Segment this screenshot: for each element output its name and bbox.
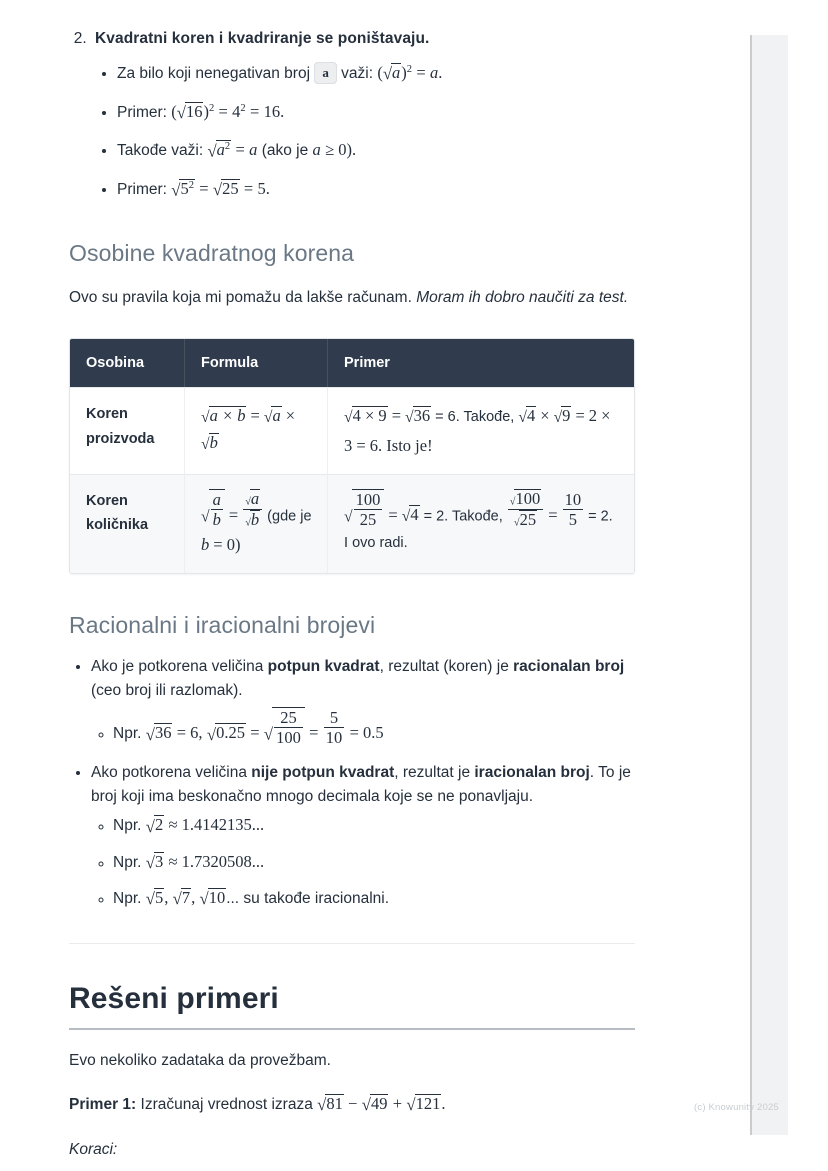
radical-3: √3 — [145, 851, 164, 872]
cell-formula — [185, 387, 328, 474]
math-result: 16. — [263, 101, 285, 121]
radicand: a — [216, 140, 225, 160]
radical-4x9: √4 × 9 — [344, 406, 387, 427]
numerator: 25 — [280, 708, 297, 728]
radical-25-over-100: √ $\frac{25}{100}$ — [264, 707, 305, 747]
bullet-text-pre: Ako je potkorena veličina — [91, 658, 264, 676]
example-label: Primer: — [117, 103, 167, 121]
math-period: . — [438, 63, 443, 82]
radical-25: √25 — [513, 509, 537, 529]
fraction-of-radicals — [508, 489, 543, 529]
radicand: 121 — [415, 1094, 441, 1114]
radical-4: √4 — [518, 406, 536, 427]
numbered-list — [69, 30, 635, 202]
radicand: 36 — [154, 723, 172, 743]
radical-49: √49 — [361, 1094, 388, 1115]
math-equals: = — [235, 140, 245, 160]
radical-a-squared: $√a^2$ — [207, 140, 231, 161]
math-equals-3: = — [309, 723, 319, 743]
radical-b: √b — [245, 509, 260, 529]
list-item — [113, 813, 635, 838]
bullet-period: . — [589, 764, 595, 782]
radicand: 4 × 9 — [352, 406, 387, 426]
table-header-row — [70, 339, 634, 387]
inline-code-a: a — [314, 62, 337, 84]
math-comma-1: , — [164, 887, 169, 907]
bullet-text-pre: Za bilo koji nenegativan broj — [117, 65, 311, 82]
radical-100-over-25: √ $\frac{100}{25}$ — [344, 489, 384, 531]
note-var: b — [201, 535, 210, 555]
math-tail: 2 × 3 = 6. Isto je! — [344, 406, 611, 455]
radical-ab: √a × b — [201, 406, 246, 427]
primer-1-line — [69, 1091, 635, 1118]
radicand: 7 — [181, 887, 191, 907]
bullet-bold-2: iracionalan broj — [474, 764, 590, 782]
rule-label: Takođe važi: — [117, 142, 204, 160]
math-equals-2: = — [243, 179, 254, 199]
math-equals-1: = — [218, 101, 228, 121]
math-text-1: = 2. Takođe, — [423, 508, 503, 525]
example-label: Npr. — [113, 817, 142, 835]
radicand: a — [392, 63, 401, 82]
examples-intro: Evo nekoliko zadataka da provežbam. — [69, 1052, 331, 1070]
radical-121: √121 — [406, 1094, 441, 1115]
radicand-group — [209, 489, 225, 529]
condition-relation: ≥ 0). — [325, 140, 357, 160]
math-comma-2: , — [191, 887, 196, 907]
example-label: Npr. — [113, 725, 142, 743]
math-plus: + — [392, 1094, 403, 1114]
numbered-item-title: Kvadratni koren i kvadriranje se poništavaju. — [95, 30, 430, 47]
radical-a: √a — [382, 63, 401, 84]
radical-4: √4 — [401, 505, 419, 526]
radicand: 25 — [222, 179, 239, 199]
document-content — [69, 30, 635, 1162]
numerator: 5 — [329, 708, 339, 728]
koraci-text: Koraci: — [69, 1140, 118, 1158]
numerator — [508, 489, 543, 509]
radical-9: √9 — [553, 406, 571, 427]
fraction — [211, 490, 223, 529]
numerator: 100 — [355, 489, 381, 509]
radical-a-over-b: √ $\frac{a}{b}$ — [201, 489, 225, 531]
numerator — [243, 489, 262, 509]
radicand: 10 — [208, 887, 226, 907]
table-body — [70, 387, 634, 573]
exponent: 2 — [240, 102, 246, 114]
table-row — [70, 387, 634, 474]
denominator — [508, 509, 543, 530]
radical-a: √a — [245, 489, 260, 509]
bullet-text-mid: , rezultat (koren) je — [379, 658, 509, 676]
bullet-text-pre: Ako potkorena veličina — [91, 764, 247, 782]
paragraph-italic-text: Moram ih dobro naučiti za test. — [416, 288, 629, 306]
denominator: 5 — [563, 509, 584, 529]
radicand: 36 — [413, 406, 431, 426]
numerator: a — [212, 489, 221, 509]
radicand: 9 — [562, 406, 571, 426]
math-minus: − — [348, 1094, 358, 1114]
math-period: . — [441, 1094, 446, 1114]
radical-5: √5 — [145, 887, 164, 909]
bullet-text-mid: , rezultat je — [394, 764, 471, 782]
cell-example — [328, 474, 634, 573]
rule-bullet-list — [95, 62, 635, 202]
denominator: 100 — [276, 728, 301, 748]
math-result: = 0.5 — [349, 723, 384, 743]
numerator: 10 — [564, 489, 582, 509]
math-result: a — [249, 140, 258, 160]
math-times: × — [540, 406, 550, 426]
radicand: 2 — [154, 815, 164, 835]
radicand: 4 — [410, 505, 419, 525]
radicand-group — [216, 140, 232, 160]
radical-7: √7 — [172, 887, 191, 909]
math-text-2: = 2. I — [344, 508, 613, 552]
radical-36: √36 — [405, 406, 431, 427]
list-item — [117, 62, 635, 86]
radical-25: √25 — [212, 179, 239, 200]
math-equals: = — [250, 406, 260, 426]
math-equals-1: = — [388, 505, 398, 525]
radicand-group — [179, 179, 195, 199]
note-open: (gde je — [267, 508, 312, 525]
column-header-formula: Formula — [185, 339, 328, 387]
cell-property-name: Koren proizvoda — [70, 387, 185, 474]
radicand: 100 — [515, 489, 541, 509]
exponent: 2 — [208, 102, 215, 114]
math-approx-value: ≈ 1.7320508... — [168, 851, 265, 871]
math-paren-close: ) — [401, 63, 407, 82]
list-item — [91, 655, 635, 747]
math-equals-1: = 6, — [176, 723, 203, 743]
math-result: 5. — [257, 179, 270, 199]
denominator: 25 — [354, 509, 383, 529]
denominator — [243, 509, 262, 530]
math-text-1: = 6. Takođe, — [435, 409, 515, 426]
table-head — [70, 339, 634, 387]
math-equals-1: = — [391, 406, 401, 426]
math-equals: = — [228, 505, 239, 525]
copyright-watermark: (c) Knowunity 2025 — [694, 1102, 779, 1113]
math-equals: = — [416, 63, 426, 82]
primer-text: Izračunaj vrednost izraza — [140, 1096, 313, 1114]
math-equals-2: = — [548, 505, 558, 525]
bullet-text-tail: (ceo broj ili razlomak). — [91, 682, 243, 700]
radicand-group — [272, 707, 305, 747]
math-equals-2: = — [249, 101, 260, 121]
exponent: 2 — [224, 141, 231, 153]
table-row — [70, 474, 634, 573]
list-item — [113, 850, 635, 875]
list-item — [117, 178, 635, 202]
radicand: 5 — [154, 887, 164, 907]
section-heading-properties: Osobine kvadratnog korena — [69, 239, 355, 266]
rational-sub-list — [91, 707, 635, 747]
radicand: a — [272, 406, 281, 426]
radicand: a — [250, 489, 260, 509]
radical-5-squared: $√5^2$ — [171, 179, 194, 200]
radicand: 25 — [519, 509, 537, 529]
math-equals-1: = — [199, 179, 209, 199]
spacer — [69, 944, 635, 982]
example-label: Primer: — [117, 181, 167, 199]
koraci-label — [69, 1137, 635, 1162]
radicand: 16 — [185, 101, 203, 121]
radicand: 3 — [154, 851, 164, 871]
math-equals-2: = — [250, 723, 260, 743]
math-value: 4 — [232, 101, 241, 121]
list-item — [117, 139, 635, 163]
radicand: 5 — [180, 179, 189, 199]
radical-a: √a — [263, 406, 281, 427]
radical-b: √b — [201, 432, 218, 453]
radical-81: √81 — [317, 1094, 343, 1115]
rational-bullet-list — [69, 655, 635, 911]
fraction-of-radicals — [243, 489, 262, 529]
example-label: Npr. — [113, 853, 142, 871]
math-equals-2: = — [575, 406, 585, 426]
radical-10: √10 — [199, 887, 226, 909]
exponent: 2 — [188, 180, 194, 192]
bullet-bold-1: potpun kvadrat — [267, 658, 380, 676]
example-label: Npr. — [113, 889, 142, 907]
column-header-osobina: Osobina — [70, 339, 185, 387]
exponent: 2 — [406, 63, 413, 75]
cell-example — [328, 387, 634, 474]
radicand: b — [250, 509, 260, 529]
bullet-line-2: To je broj koji ima beskonačno mnogo decimala koje se ne ponavljaju. — [91, 764, 631, 806]
column-header-primer: Primer — [328, 339, 634, 387]
section-heading-examples: Rešeni primeri — [69, 982, 635, 1030]
denominator: 10 — [325, 728, 343, 748]
cell-property-name: Koren količnika — [70, 474, 185, 573]
radicand: 81 — [326, 1094, 343, 1114]
condition-var: a — [312, 140, 321, 160]
denominator: b — [212, 509, 221, 529]
radicand-group — [352, 489, 385, 529]
condition-open: (ako je — [261, 142, 309, 160]
math-tail: ovo radi. — [352, 535, 408, 552]
radicand: 4 — [526, 406, 536, 426]
list-item — [113, 707, 635, 747]
properties-paragraph — [69, 285, 635, 310]
radicand: 49 — [370, 1094, 388, 1114]
radical-100: √100 — [509, 489, 541, 509]
radicand: a × b — [209, 406, 246, 426]
list-item — [91, 761, 635, 911]
irrational-sub-list — [91, 813, 635, 911]
bullet-text-mid: važi: — [341, 65, 374, 82]
primer-label: Primer 1: — [69, 1096, 137, 1114]
vertical-scrollbar[interactable] — [750, 35, 788, 1135]
radicand: 0.25 — [216, 723, 245, 743]
radical-2: √2 — [145, 815, 164, 836]
fraction — [354, 490, 383, 529]
radicand: b — [209, 432, 218, 452]
fraction-5-over-10 — [324, 708, 345, 747]
radical-36: √36 — [145, 723, 172, 744]
bullet-bold-2: racionalan broj — [513, 658, 625, 676]
list-item — [113, 886, 635, 911]
list-item — [91, 30, 635, 202]
radical-0-25: √0.25 — [206, 723, 245, 744]
cell-formula — [185, 474, 328, 573]
properties-table-wrap — [69, 338, 635, 574]
paragraph-plain-text: Ovo su pravila koja mi pomažu da lakše računam. — [69, 288, 412, 306]
math-result: a — [429, 63, 439, 82]
section-heading-rational: Racionalni i iracionalni brojevi — [69, 612, 376, 639]
radical-16: √16 — [176, 101, 203, 122]
math-paren-open: ( — [377, 63, 383, 82]
fraction-10-over-5 — [563, 490, 584, 529]
properties-table — [69, 338, 635, 574]
list-item: • Primer: $(√16)^2 = 4^2 = 16$. — [117, 101, 635, 125]
fraction — [274, 708, 303, 747]
bullet-bold-1: nije potpun kvadrat — [251, 764, 395, 782]
math-approx-value: ≈ 1.4142135... — [168, 815, 265, 835]
math-times: × — [285, 406, 296, 426]
bullet-text-tail: ... su takođe iracionalni. — [226, 889, 390, 907]
note-relation: = 0) — [213, 535, 241, 555]
